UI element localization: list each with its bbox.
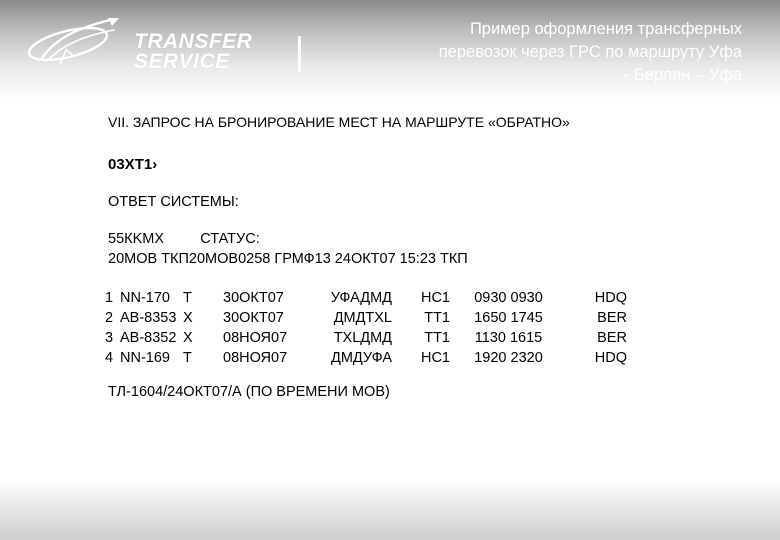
segment-route: ДМДУФА bbox=[331, 350, 392, 366]
logo-subtitle: Domodedovo bbox=[136, 73, 184, 82]
segment-class: X bbox=[183, 330, 193, 346]
segment-terminal: BER bbox=[597, 310, 627, 326]
segment-number: 1 bbox=[105, 290, 114, 306]
slide-title bbox=[342, 18, 742, 87]
segment-date: 08НОЯ07 bbox=[223, 350, 288, 366]
segment-status: TT1 bbox=[424, 330, 450, 346]
slide-header bbox=[0, 0, 780, 100]
segment-flight: NN-170 bbox=[120, 290, 170, 306]
segment-date: 30ОКТ07 bbox=[223, 290, 284, 306]
table-row bbox=[105, 348, 627, 368]
segment-times: 1130 1615 bbox=[474, 330, 543, 346]
status-line: 55КKМХ СТАТУС: bbox=[108, 231, 260, 247]
segment-flight: AB-8352 bbox=[120, 330, 177, 346]
segment-number: 3 bbox=[105, 330, 114, 346]
segment-terminal: HDQ bbox=[594, 350, 627, 366]
table-row bbox=[105, 288, 627, 308]
logo-line1: TRANSFER bbox=[134, 30, 253, 53]
segment-status: TT1 bbox=[424, 310, 450, 326]
segment-times: 1650 1745 bbox=[474, 310, 543, 326]
segment-status: HC1 bbox=[420, 290, 450, 306]
logo-line2: SERVICE bbox=[134, 50, 230, 73]
swoosh-logo-icon bbox=[22, 14, 122, 76]
bottom-band bbox=[0, 480, 780, 540]
segment-date: 08НОЯ07 bbox=[223, 330, 288, 346]
segment-route: ДМДТXL bbox=[333, 310, 392, 326]
segment-route: УФАДМД bbox=[330, 290, 392, 306]
segments-table bbox=[105, 288, 627, 368]
booking-line: 20МОВ ТКП20МОВ0258 ГРМФ13 24ОКТ07 15:23 ТКП bbox=[108, 251, 468, 267]
segment-class: X bbox=[183, 310, 193, 326]
segment-status: HC1 bbox=[420, 350, 450, 366]
command-line: 03ХТ1› bbox=[108, 156, 158, 173]
section-title: VII. ЗАПРОС НА БРОНИРОВАНИЕ МЕСТ НА МАРШРУТЕ «ОБРАТНО» bbox=[108, 114, 570, 130]
segment-times: 1920 2320 bbox=[474, 350, 543, 366]
title-line: Пример оформления трансферных bbox=[469, 20, 742, 38]
segment-number: 4 bbox=[105, 350, 114, 366]
segment-times: 0930 0930 bbox=[474, 290, 543, 306]
segment-date: 30ОКТ07 bbox=[223, 310, 284, 326]
segment-route: TXLДМД bbox=[333, 330, 392, 346]
time-limit-line: ТЛ-1604/24ОКТ07/А (ПО ВРЕМЕНИ МОВ) bbox=[108, 384, 390, 400]
segment-flight: AB-8353 bbox=[120, 310, 177, 326]
segment-terminal: HDQ bbox=[594, 290, 627, 306]
logo-wordmark bbox=[134, 32, 252, 82]
title-line: перевозок через ГРС по маршруту Уфа bbox=[438, 43, 742, 61]
segment-flight: NN-169 bbox=[120, 350, 170, 366]
table-row bbox=[105, 308, 627, 328]
table-row bbox=[105, 328, 627, 348]
header-divider bbox=[298, 36, 301, 72]
response-label: ОТВЕТ СИСТЕМЫ: bbox=[108, 194, 239, 210]
segment-number: 2 bbox=[105, 310, 114, 326]
segment-class: T bbox=[183, 350, 192, 366]
segment-class: T bbox=[183, 290, 192, 306]
segment-terminal: BER bbox=[597, 330, 627, 346]
title-line: - Берлин – Уфа bbox=[623, 66, 742, 84]
